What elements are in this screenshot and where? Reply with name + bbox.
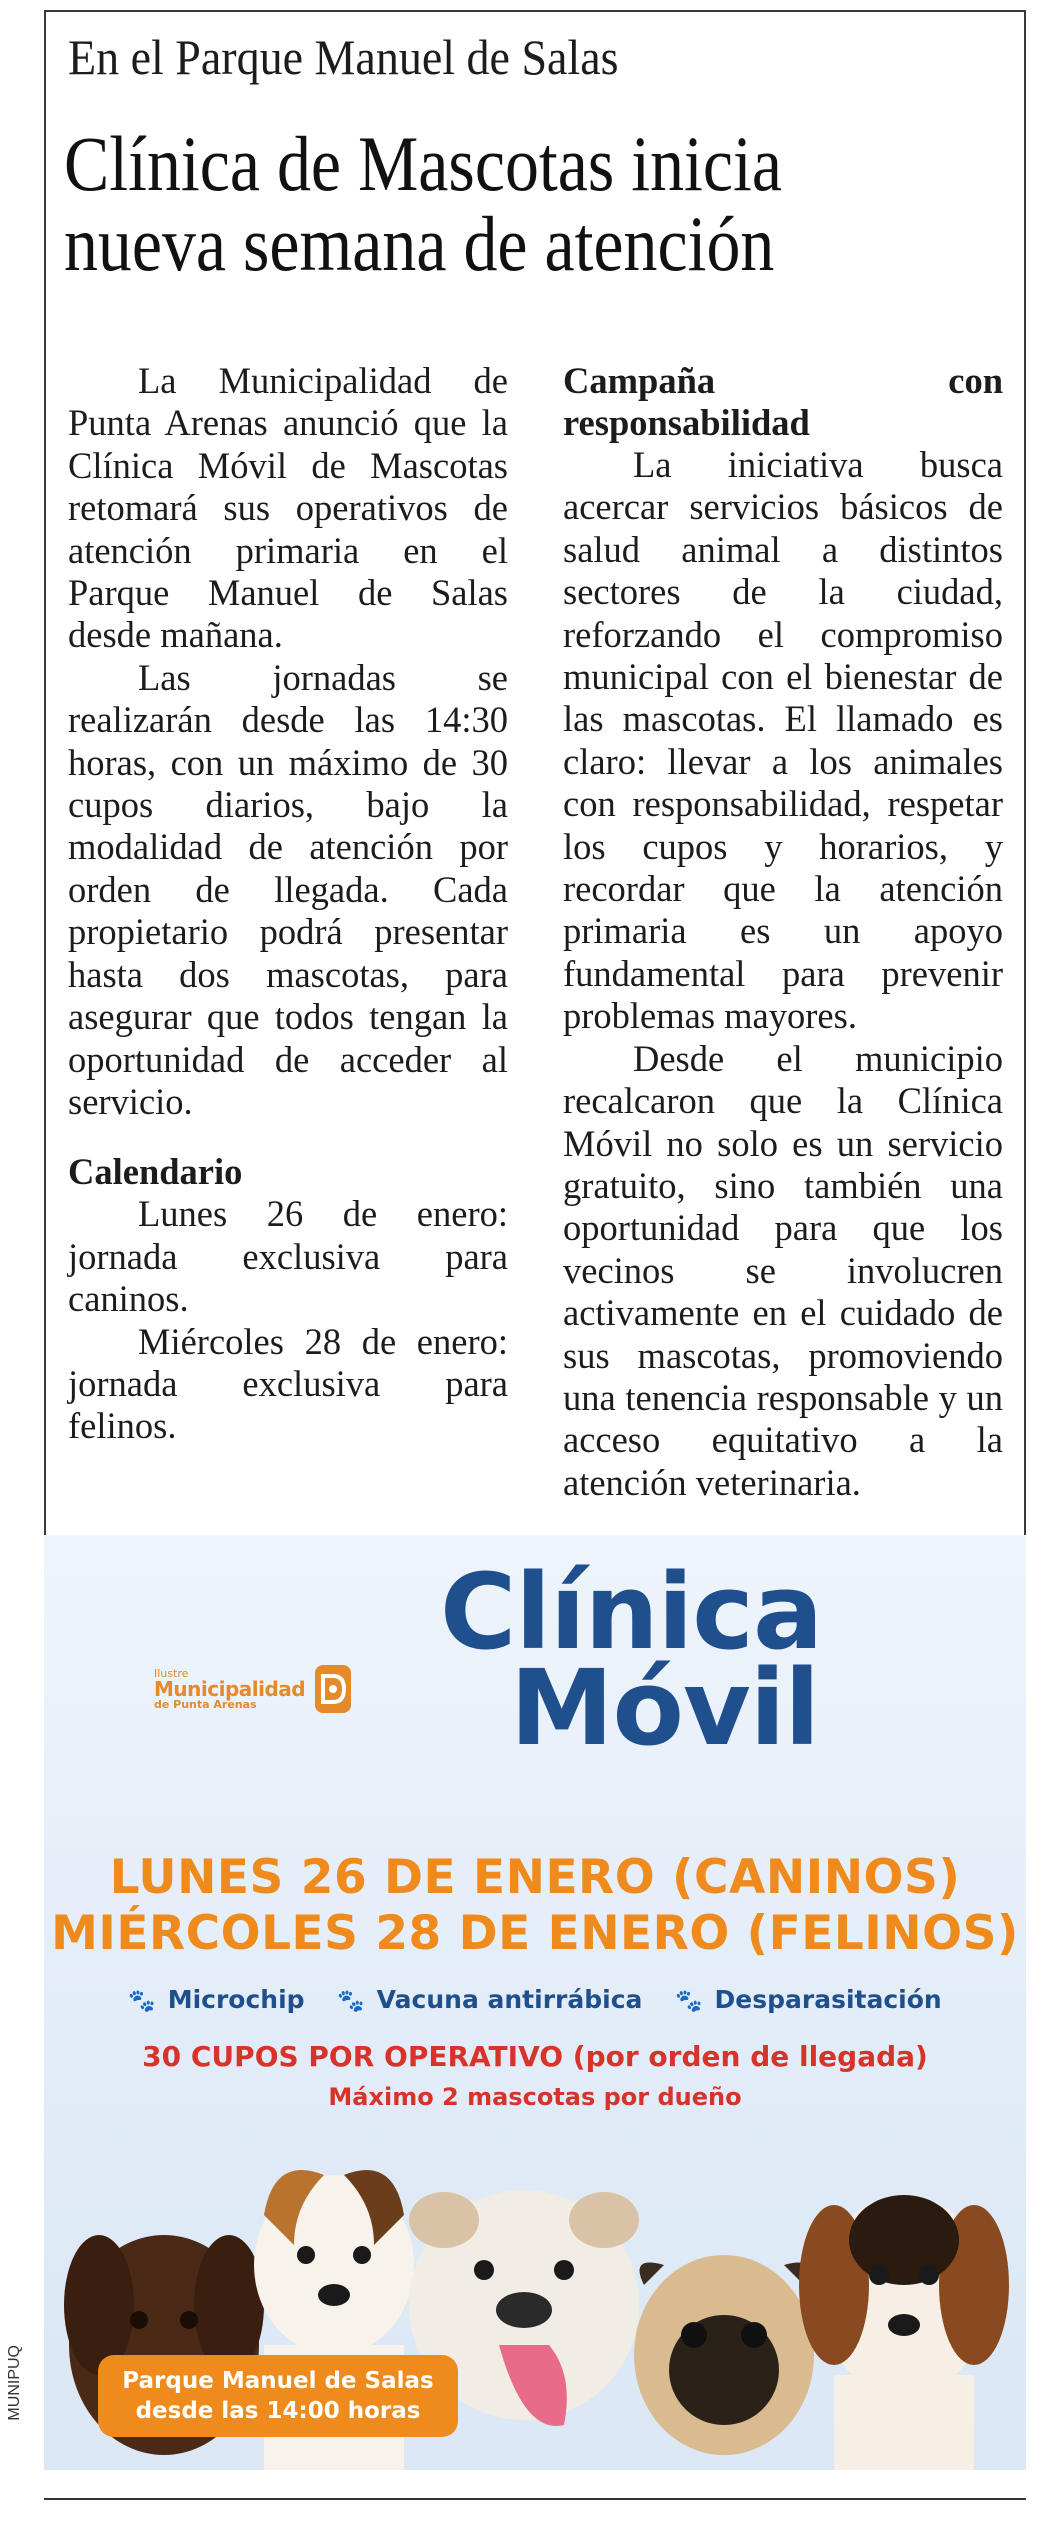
headline [64, 120, 782, 288]
paw-icon: 🐾 [337, 1989, 365, 2014]
page-rule [44, 2498, 1026, 2500]
location-line-1: Parque Manuel de Salas [122, 2368, 434, 2394]
date-felinos: MIÉRCOLES 28 DE ENERO (FELINOS) [51, 1906, 1019, 1961]
service-desparasitacion: 🐾 Desparasitación [675, 1985, 942, 2014]
photo-credit-text: MUNIPUQ [6, 2345, 23, 2421]
logo-sub-text: de Punta Arenas [154, 1698, 257, 1711]
municipality-mark-icon [315, 1665, 351, 1713]
paragraph-intro: La Municipalidad de Punta Arenas anunció que la Clínica Móvil de Mascotas retomará sus operativos de atención primaria en el Parque Manuel de Salas desde mañana. [68, 360, 508, 656]
paragraph-campaign: La iniciativa busca acercar servicios básicos de salud animal a distintos sectores de la ciudad, reforzando el compromiso municipal con el bienestar de las mascotas. El llamado es claro: llevar a los animales con responsabilidad, respetar los cupos y horarios, y recordar que la atención primaria es un apoyo fundamental para prevenir problemas mayores. [563, 444, 1003, 1037]
paragraph-municipio: Desde el municipio recalcaron que la Clínica Móvil no solo es un servicio gratuito, sino también una oportunidad para que los vecinos se involucren activamente en el cuidado de sus mascotas, promoviendo una tenencia responsable y un acceso equitativo a la atención veterinaria. [563, 1037, 1003, 1503]
campaign-heading: Campaña con responsabilidad [563, 360, 1003, 443]
clinic-poster [44, 1535, 1026, 2470]
cupos-text: 30 CUPOS POR OPERATIVO (por orden de llegada) [142, 2040, 928, 2073]
dog-pug [634, 2255, 814, 2455]
poster-title-line-2: Móvil [510, 1646, 820, 1769]
services-list [44, 1985, 1026, 2014]
paw-icon: 🐾 [675, 1989, 703, 2014]
calendar-item-wednesday: Miércoles 28 de enero: jornada exclusiva para felinos. [68, 1320, 508, 1447]
date-caninos: LUNES 26 DE ENERO (CANINOS) [109, 1850, 961, 1905]
paragraph-schedule: Las jornadas se realizarán desde las 14:30 horas, con un máximo de 30 cupos diarios, bajo la modalidad de atención por orden de llegada. Cada propietario podrá presentar hasta dos mascotas, para asegurar que todos tengan la oportunidad de acceder al servicio. [68, 656, 508, 1122]
logo-main-text: Municipalidad [154, 1677, 306, 1701]
right-column [563, 360, 1003, 1504]
headline-line-2: nueva semana de atención [64, 200, 775, 288]
dog-beagle [799, 2195, 1009, 2470]
location-line-2: desde las 14:00 horas [135, 2398, 421, 2424]
service-microchip: 🐾 Microchip [128, 1985, 305, 2014]
municipality-logo [154, 1665, 351, 1713]
left-column [68, 360, 508, 1448]
photo-credit [6, 2345, 46, 2475]
poster-title-line-1: Clínica [440, 1551, 823, 1673]
poster-dates [44, 1850, 1026, 1962]
service-vacuna: 🐾 Vacuna antirrábica [337, 1985, 643, 2014]
headline-line-1: Clínica de Mascotas inicia [64, 120, 782, 207]
calendar-item-monday: Lunes 26 de enero: jornada exclusiva para caninos. [68, 1193, 508, 1320]
poster-title [440, 1551, 823, 1769]
logo-small-text: Ilustre [154, 1667, 189, 1680]
kicker: En el Parque Manuel de Salas [68, 29, 619, 85]
paw-icon: 🐾 [128, 1989, 156, 2014]
maximo-text: Máximo 2 mascotas por dueño [328, 2083, 742, 2111]
location-badge [98, 2355, 458, 2437]
calendar-heading: Calendario [68, 1151, 243, 1193]
